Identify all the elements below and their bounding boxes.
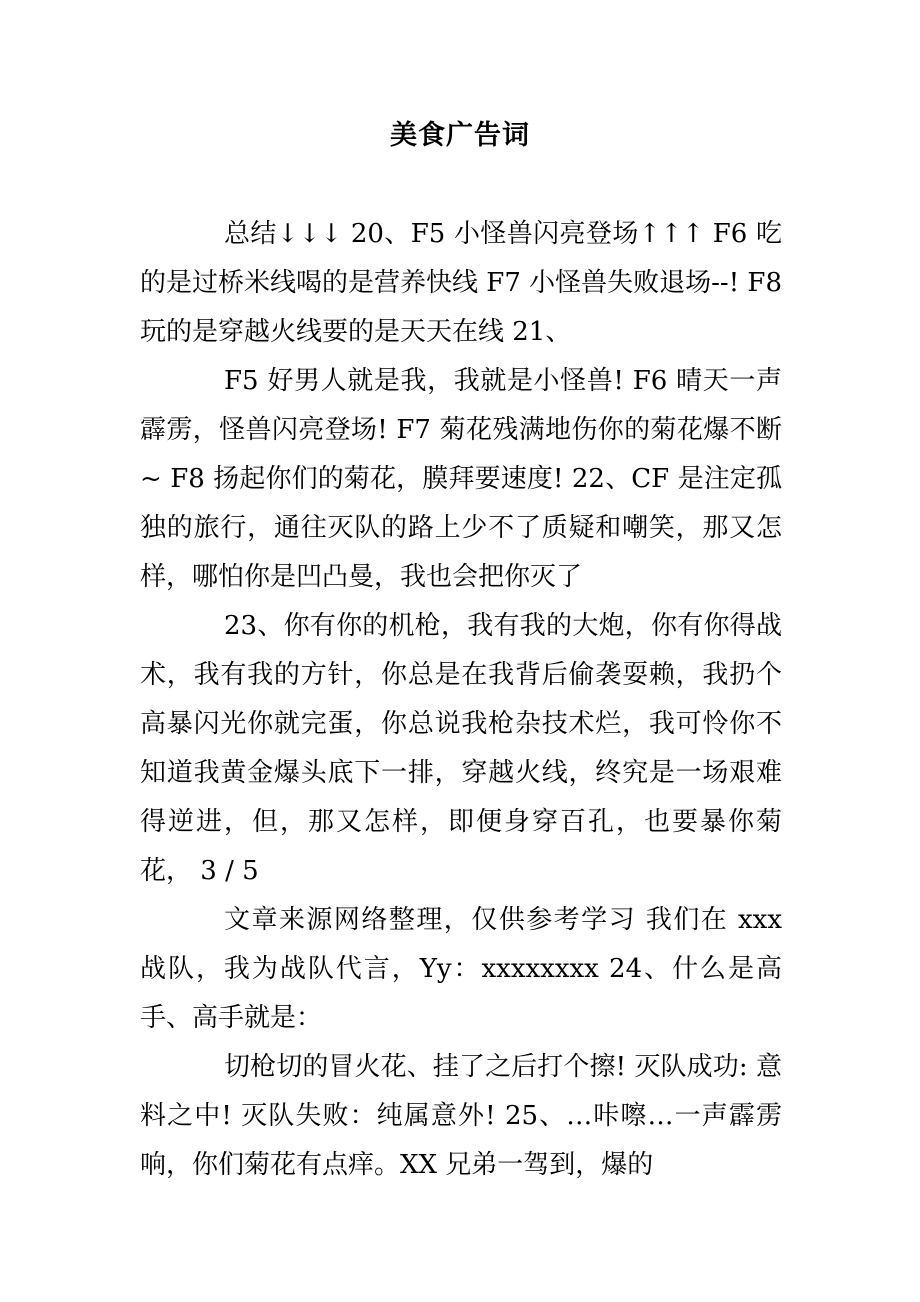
paragraph: 切枪切的冒火花、挂了之后打个擦! 灭队成功: 意料之中! 灭队失败：纯属意外! 25、…咔嚓…一声霹雳响，你们菊花有点痒。XX 兄弟一驾到，爆的 (140, 1052, 782, 1180)
paragraph: 23、你有你的机枪，我有我的大炮，你有你得战术，我有我的方针，你总是在我背后偷袭耍赖，我扔个高暴闪光你就完蛋，你总说我枪杂技术烂，我可怜你不知道我黄金爆头底下一排，穿越火线，终究是一场艰难得逆进，但，那又怎样，即便身穿百孔，也要暴你菊花， 3 / 5 (140, 611, 782, 886)
document-title: 美食广告词 (390, 120, 530, 151)
paragraph: F5 好男人就是我，我就是小怪兽! F6 晴天一声霹雳，怪兽闪亮登场! F7 菊花残满地伤你的菊花爆不断~ F8 扬起你们的菊花，膜拜要速度! 22、CF 是注定孤独的旅行，通往灭队的路上少不了质疑和嘲笑，那又怎样，哪怕你是凹凸曼，我也会把你灭了 (140, 366, 782, 592)
paragraph: 总结↓↓↓ 20、F5 小怪兽闪亮登场↑↑↑ F6 吃的是过桥米线喝的是营养快线 F7 小怪兽失败退场--! F8 玩的是穿越火线要的是天天在线 21、 (140, 219, 782, 347)
paragraph: 文章来源网络整理，仅供参考学习 我们在 xxx 战队，我为战队代言，Yy：xxxxxxxx 24、什么是高手、高手就是： (140, 905, 782, 1033)
document-body (140, 210, 782, 1190)
